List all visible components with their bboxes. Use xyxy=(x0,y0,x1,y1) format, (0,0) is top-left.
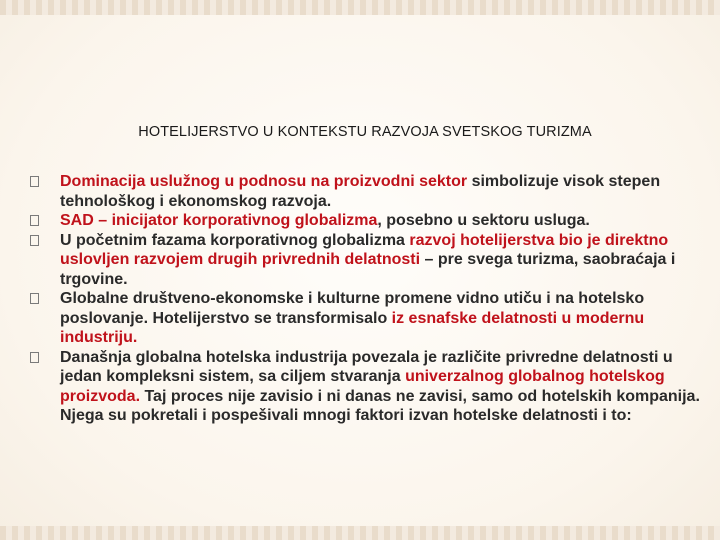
bullet-highlight-text: razvoj hotelijerstva bio je direktno uslovljen razvojem drugih privrednih delatnosti xyxy=(60,231,669,268)
bullet-item xyxy=(30,172,710,211)
bullet-item xyxy=(30,289,710,348)
slide-title: HOTELIJERSTVO U KONTEKSTU RAZVOJA SVETSKOG TURIZMA xyxy=(138,124,592,140)
bullet-text: simbolizuje visok stepen tehnološkog i ekonomskog razvoja. xyxy=(60,173,661,210)
bullet-item xyxy=(30,348,710,426)
bullet-text: , posebno u sektoru usluga. xyxy=(377,212,590,229)
bullet-item xyxy=(30,211,710,231)
bullet-text: – pre svega turizma, saobraćaja i trgovine. xyxy=(60,251,676,288)
bullet-text: U početnim fazama korporativnog globalizma xyxy=(60,231,410,249)
empty-square-icon xyxy=(30,352,39,363)
top-decorative-border xyxy=(0,0,720,15)
bullet-highlight-text: SAD – inicijator korporativnog globalizma xyxy=(60,212,378,229)
bullet-highlight-text: iz esnafske delatnosti u modernu industriju. xyxy=(60,309,645,346)
bullet-text: Današnja globalna hotelska industrija povezala je različite privredne delatnosti u jedan kompleksni sistem, sa ciljem stvaranja xyxy=(60,348,673,385)
empty-square-icon xyxy=(30,176,39,187)
bullet-highlight-text: Dominacija uslužnog u podnosu na proizvodni sektor xyxy=(60,173,468,190)
bullet-text: Taj proces nije zavisio i ni danas ne zavisi, samo od hotelskih kompanija. Njega su pokretali i pospešivali mnogi faktori izvan hotelske delatnosti i to: xyxy=(60,387,700,424)
bullet-highlight-text: univerzalnog globalnog hotelskog proizvoda. xyxy=(60,368,665,405)
empty-square-icon xyxy=(30,293,39,304)
empty-square-icon xyxy=(30,235,39,246)
bullet-text: Globalne društveno-ekonomske i kulturne promene vidno utiču i na hotelsko poslovanje. Hotelijerstvo se transformisalo xyxy=(60,290,645,327)
bullet-list xyxy=(30,172,710,426)
empty-square-icon xyxy=(30,215,39,226)
bottom-decorative-border xyxy=(0,526,720,540)
bullet-item xyxy=(30,231,710,290)
